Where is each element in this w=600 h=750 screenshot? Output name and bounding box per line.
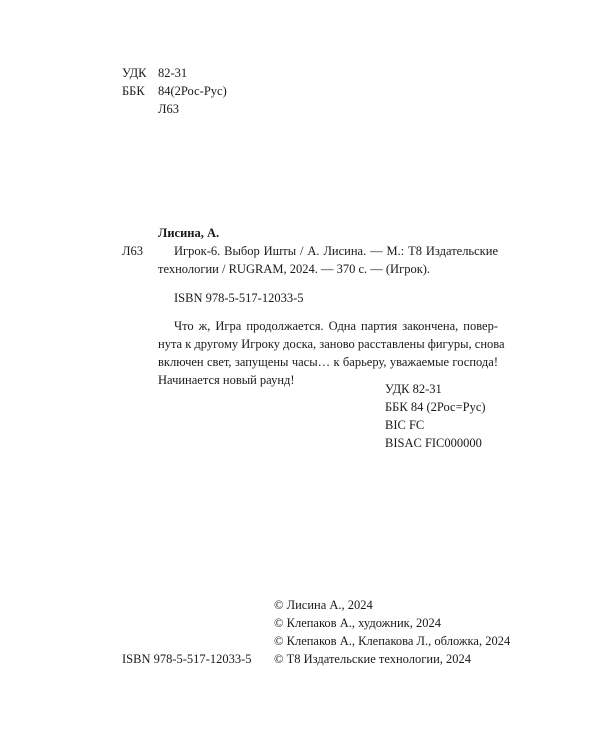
code-udk: УДК 82-31 xyxy=(385,382,442,396)
author-mark: Л63 xyxy=(122,244,143,258)
copyright-author: © Лисина А., 2024 xyxy=(274,598,373,612)
isbn-line: ISBN 978-5-517-12033-5 xyxy=(174,291,304,305)
bibliographic-description-line-2: технологии / RUGRAM, 2024. — 370 с. — (Игрок). xyxy=(158,262,431,276)
author-code: Л63 xyxy=(158,102,179,116)
code-bisac: BISAC FIC000000 xyxy=(385,436,482,450)
udk-value: 82-31 xyxy=(158,66,188,80)
author-heading: Лисина, А. xyxy=(158,226,220,240)
annotation-line-2: нута к другому Игроку доска, заново расставлены фигуры, снова xyxy=(158,337,505,351)
code-bbk: ББК 84 (2Рос=Рус) xyxy=(385,400,486,414)
bibliographic-description-line-1: Игрок-6. Выбор Ишты / А. Лисина. — М.: Т8 Издательские xyxy=(174,244,498,258)
bbk-label: ББК xyxy=(122,84,145,98)
bbk-value: 84(2Рос-Рус) xyxy=(158,84,227,98)
copyright-cover: © Клепаков А., Клепакова Л., обложка, 2024 xyxy=(274,634,511,648)
footer-isbn: ISBN 978-5-517-12033-5 xyxy=(122,652,252,666)
annotation-line-3: включен свет, запущены часы… к барьеру, уважаемые господа! xyxy=(158,355,498,369)
annotation-line-4: Начинается новый раунд! xyxy=(158,373,295,387)
copyright-artist: © Клепаков А., художник, 2024 xyxy=(274,616,441,630)
code-bic: BIC FC xyxy=(385,418,425,432)
udk-label: УДК xyxy=(122,66,147,80)
annotation-line-1: Что ж, Игра продолжается. Одна партия закончена, повер- xyxy=(174,319,498,333)
copyright-publisher: © Т8 Издательские технологии, 2024 xyxy=(274,652,472,666)
